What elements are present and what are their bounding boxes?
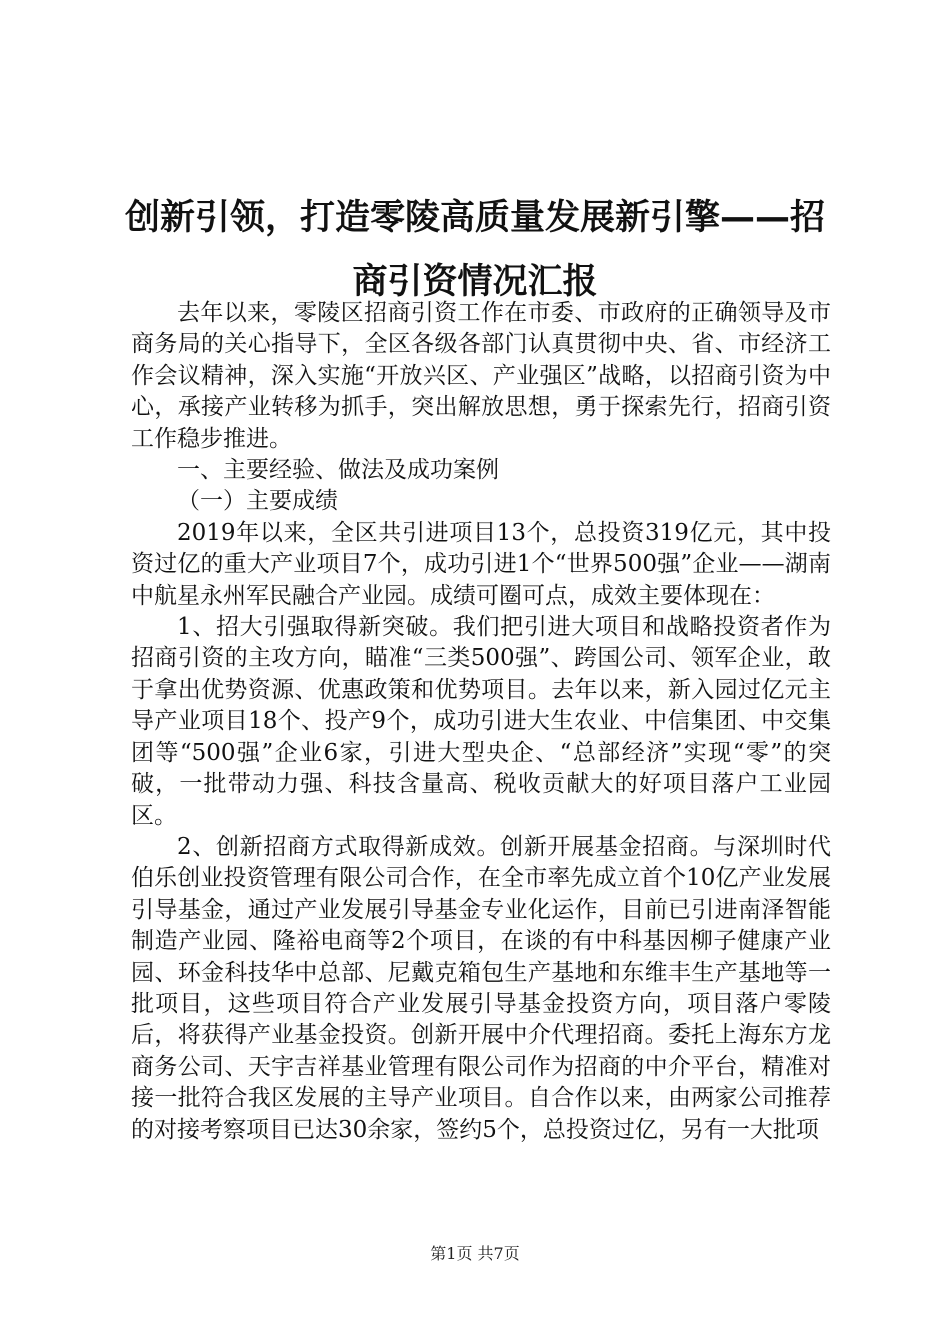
subsection-heading: （一）主要成绩 [177, 488, 338, 515]
paragraph-point-1: 1、招大引强取得新突破。我们把引进大项目和战略投资者作为招商引资的主攻方向，瞄准“三类500强”、跨国公司、领军企业，敢于拿出优势资源、优惠政策和优势项目。去年以来，新入园过亿元主导产业项目18个、投产9个，成功引进大生农业、中信集团、中交集团等“500强”企业6家，引进大型央企、“总部经济”实现“零”的突破，一批带动力强、科技含量高、税收贡献大的好项目落户工业园区。 [131, 614, 831, 829]
page-footer: 第1页 共7页 [430, 1244, 520, 1263]
title-line-1: 创新引领，打造零陵高质量发展新引擎——招 [124, 198, 825, 238]
section-heading: 一、主要经验、做法及成功案例 [177, 457, 499, 484]
document-body [131, 298, 831, 1146]
title-line-2: 商引资情况汇报 [352, 262, 598, 302]
paragraph-intro: 去年以来，零陵区招商引资工作在市委、市政府的正确领导及市商务局的关心指导下，全区各级各部门认真贯彻中央、省、市经济工作会议精神，深入实施“开放兴区、产业强区”战略，以招商引资为中心，承接产业转移为抓手，突出解放思想，勇于探索先行，招商引资工作稳步推进。 [131, 300, 831, 452]
paragraph-point-2: 2、创新招商方式取得新成效。创新开展基金招商。与深圳时代伯乐创业投资管理有限公司合作，在全市率先成立首个10亿产业发展引导基金，通过产业发展引导基金专业化运作，目前已引进南泽智能制造产业园、隆裕电商等2个项目，在谈的有中科基因柳子健康产业园、环金科技华中总部、尼戴克箱包生产基地和东维丰生产基地等一批项目，这些项目符合产业发展引导基金投资方向，项目落户零陵后，将获得产业基金投资。创新开展中介代理招商。委托上海东方龙商务公司、天宇吉祥基业管理有限公司作为招商的中介平台，精准对接一批符合我区发展的主导产业项目。自合作以来，由两家公司推荐的对接考察项目已达30余家，签约5个，总投资过亿，另有一大批项 [131, 833, 831, 1143]
paragraph-achievements: 2019年以来，全区共引进项目13个，总投资319亿元，其中投资过亿的重大产业项目7个，成功引进1个“世界500强”企业——湖南中航星永州军民融合产业园。成绩可圈可点，成效主要体现在： [131, 519, 831, 609]
document-title [110, 186, 840, 314]
